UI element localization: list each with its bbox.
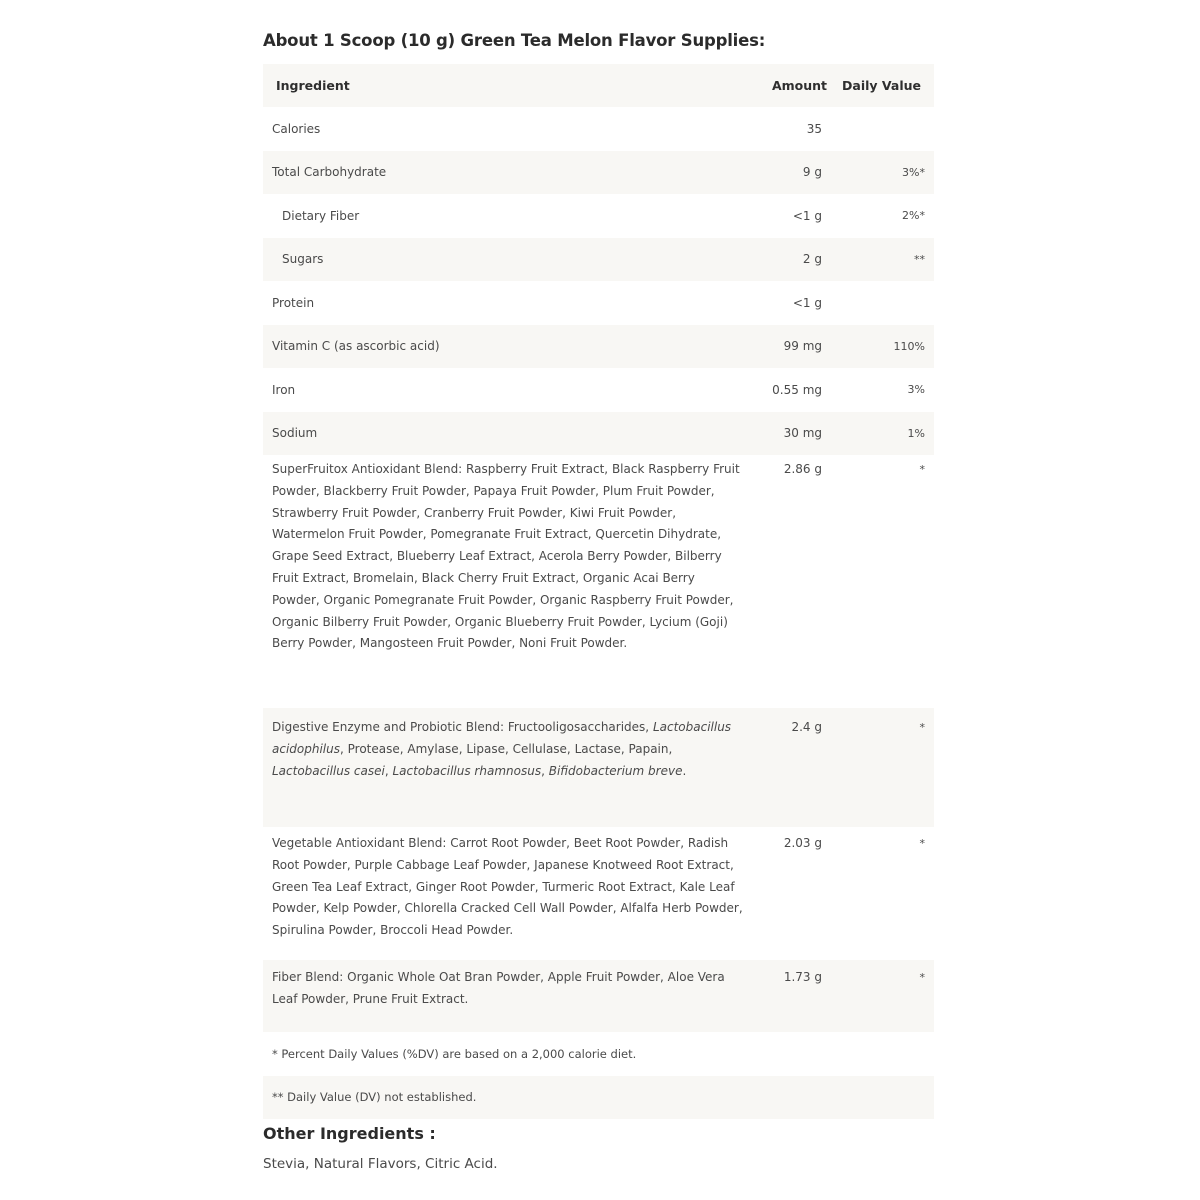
table-row: [263, 325, 934, 369]
row-amount: <1 g: [792, 295, 822, 310]
table-row: [263, 238, 934, 282]
supplement-heading: About 1 Scoop (10 g) Green Tea Melon Flavor Supplies:: [263, 31, 766, 50]
blend-text-species: Lactobacillus acidophilus: [272, 720, 732, 756]
row-name: Dietary Fiber: [282, 208, 360, 223]
blend-text-species: Lactobacillus casei: [272, 763, 385, 778]
blend-amount: 2.03 g: [783, 836, 822, 850]
table-row: [263, 412, 934, 456]
row-amount: 0.55 mg: [772, 382, 822, 397]
blend-daily-value: *: [919, 721, 925, 734]
footnote-row: [263, 1076, 934, 1120]
row-name: Calories: [272, 121, 321, 136]
row-daily-value: 110%: [893, 339, 925, 353]
footnote-daily-values: * Percent Daily Values (%DV) are based on a 2,000 calorie diet.: [272, 1046, 637, 1061]
row-name: Iron: [272, 382, 296, 397]
blend-text: ,: [384, 763, 393, 778]
blend-text: .: [682, 763, 687, 778]
row-name: Sodium: [272, 426, 318, 441]
row-daily-value: 1%: [907, 426, 925, 440]
row-amount: 35: [806, 121, 822, 136]
blend-amount: 2.4 g: [791, 720, 822, 734]
row-name: Protein: [272, 295, 315, 310]
blend-description: SuperFruitox Antioxidant Blend: Raspberry Fruit Extract, Black Raspberry Fruit Powder, Blackberry Fruit Powder, Papaya Fruit Powder, Plum Fruit Powder, Strawberry Fruit Powder, Cranberry Fruit Powder, Kiwi Fruit Powder, Watermelon Fruit Powder, Pomegranate Fruit Extract, Quercetin Dihydrate, Grape Seed Extract, Blueberry Leaf Extract, Acerola Berry Powder, Bilberry Fruit Extract, Bromelain, Black Cherry Fruit Extract, Organic Acai Berry Powder, Organic Pomegranate Fruit Powder, Organic Raspberry Fruit Powder, Organic Bilberry Fruit Powder, Organic Blueberry Fruit Powder, Lycium (Goji) Berry Powder, Mangosteen Fruit Powder, Noni Fruit Powder.: [272, 462, 740, 651]
blend-text-species: Lactobacillus rhamnosus: [392, 763, 542, 778]
blend-row-superfruitox: [263, 455, 934, 708]
row-amount: 2 g: [802, 252, 822, 267]
table-row: [263, 107, 934, 151]
other-ingredients-title: Other Ingredients :: [263, 1124, 436, 1143]
blend-description: Vegetable Antioxidant Blend: Carrot Root Powder, Beet Root Powder, Radish Root Powder, Purple Cabbage Leaf Powder, Japanese Knotweed Root Extract, Green Tea Leaf Extract, Ginger Root Powder, Turmeric Root Extract, Kale Leaf Powder, Kelp Powder, Chlorella Cracked Cell Wall Powder, Alfalfa Herb Powder, Spirulina Powder, Broccoli Head Powder.: [272, 836, 743, 938]
row-amount: 99 mg: [783, 339, 822, 354]
blend-row-vegetable: [263, 827, 934, 960]
row-amount: 9 g: [802, 165, 822, 180]
blend-text-species: Bifidobacterium breve: [548, 763, 683, 778]
blend-row-digestive: [263, 708, 934, 827]
row-daily-value: 3%*: [902, 165, 925, 179]
row-amount: <1 g: [792, 208, 822, 223]
row-name: Vitamin C (as ascorbic acid): [272, 339, 440, 354]
blend-text: ,: [541, 763, 549, 778]
row-daily-value: [829, 281, 934, 325]
blend-amount: 1.73 g: [783, 970, 822, 984]
table-row: [263, 194, 934, 238]
blend-row-fiber: [263, 960, 934, 1032]
table-row: [263, 151, 934, 195]
blend-daily-value: *: [919, 463, 925, 476]
table-row: [263, 281, 934, 325]
blend-description: [263, 708, 753, 827]
row-amount: 30 mg: [783, 426, 822, 441]
blend-description: Fiber Blend: Organic Whole Oat Bran Powder, Apple Fruit Powder, Aloe Vera Leaf Powder, Prune Fruit Extract.: [272, 970, 725, 1006]
blend-daily-value: *: [919, 837, 925, 850]
blend-amount: 2.86 g: [783, 462, 822, 476]
blend-daily-value: *: [919, 971, 925, 984]
blend-text: Digestive Enzyme and Probiotic Blend: Fructooligosaccharides,: [272, 720, 653, 734]
nutrition-table: [263, 64, 934, 1119]
row-daily-value: 2%*: [902, 209, 925, 223]
other-ingredients-text: Stevia, Natural Flavors, Citric Acid.: [263, 1156, 498, 1172]
header-daily-value: Daily Value: [842, 78, 921, 93]
row-name: Sugars: [282, 252, 324, 267]
row-daily-value: [829, 107, 934, 151]
blend-text: , Protease, Amylase, Lipase, Cellulase, Lactase, Papain,: [340, 741, 673, 756]
footnote-row: [263, 1032, 934, 1076]
table-row: [263, 368, 934, 412]
row-name: Total Carbohydrate: [272, 165, 387, 180]
row-daily-value: **: [914, 252, 925, 266]
table-header-row: [263, 64, 934, 107]
header-amount: Amount: [771, 78, 827, 93]
footnote-not-established: ** Daily Value (DV) not established.: [272, 1090, 477, 1105]
row-daily-value: 3%: [907, 383, 925, 397]
header-ingredient: Ingredient: [276, 78, 350, 93]
